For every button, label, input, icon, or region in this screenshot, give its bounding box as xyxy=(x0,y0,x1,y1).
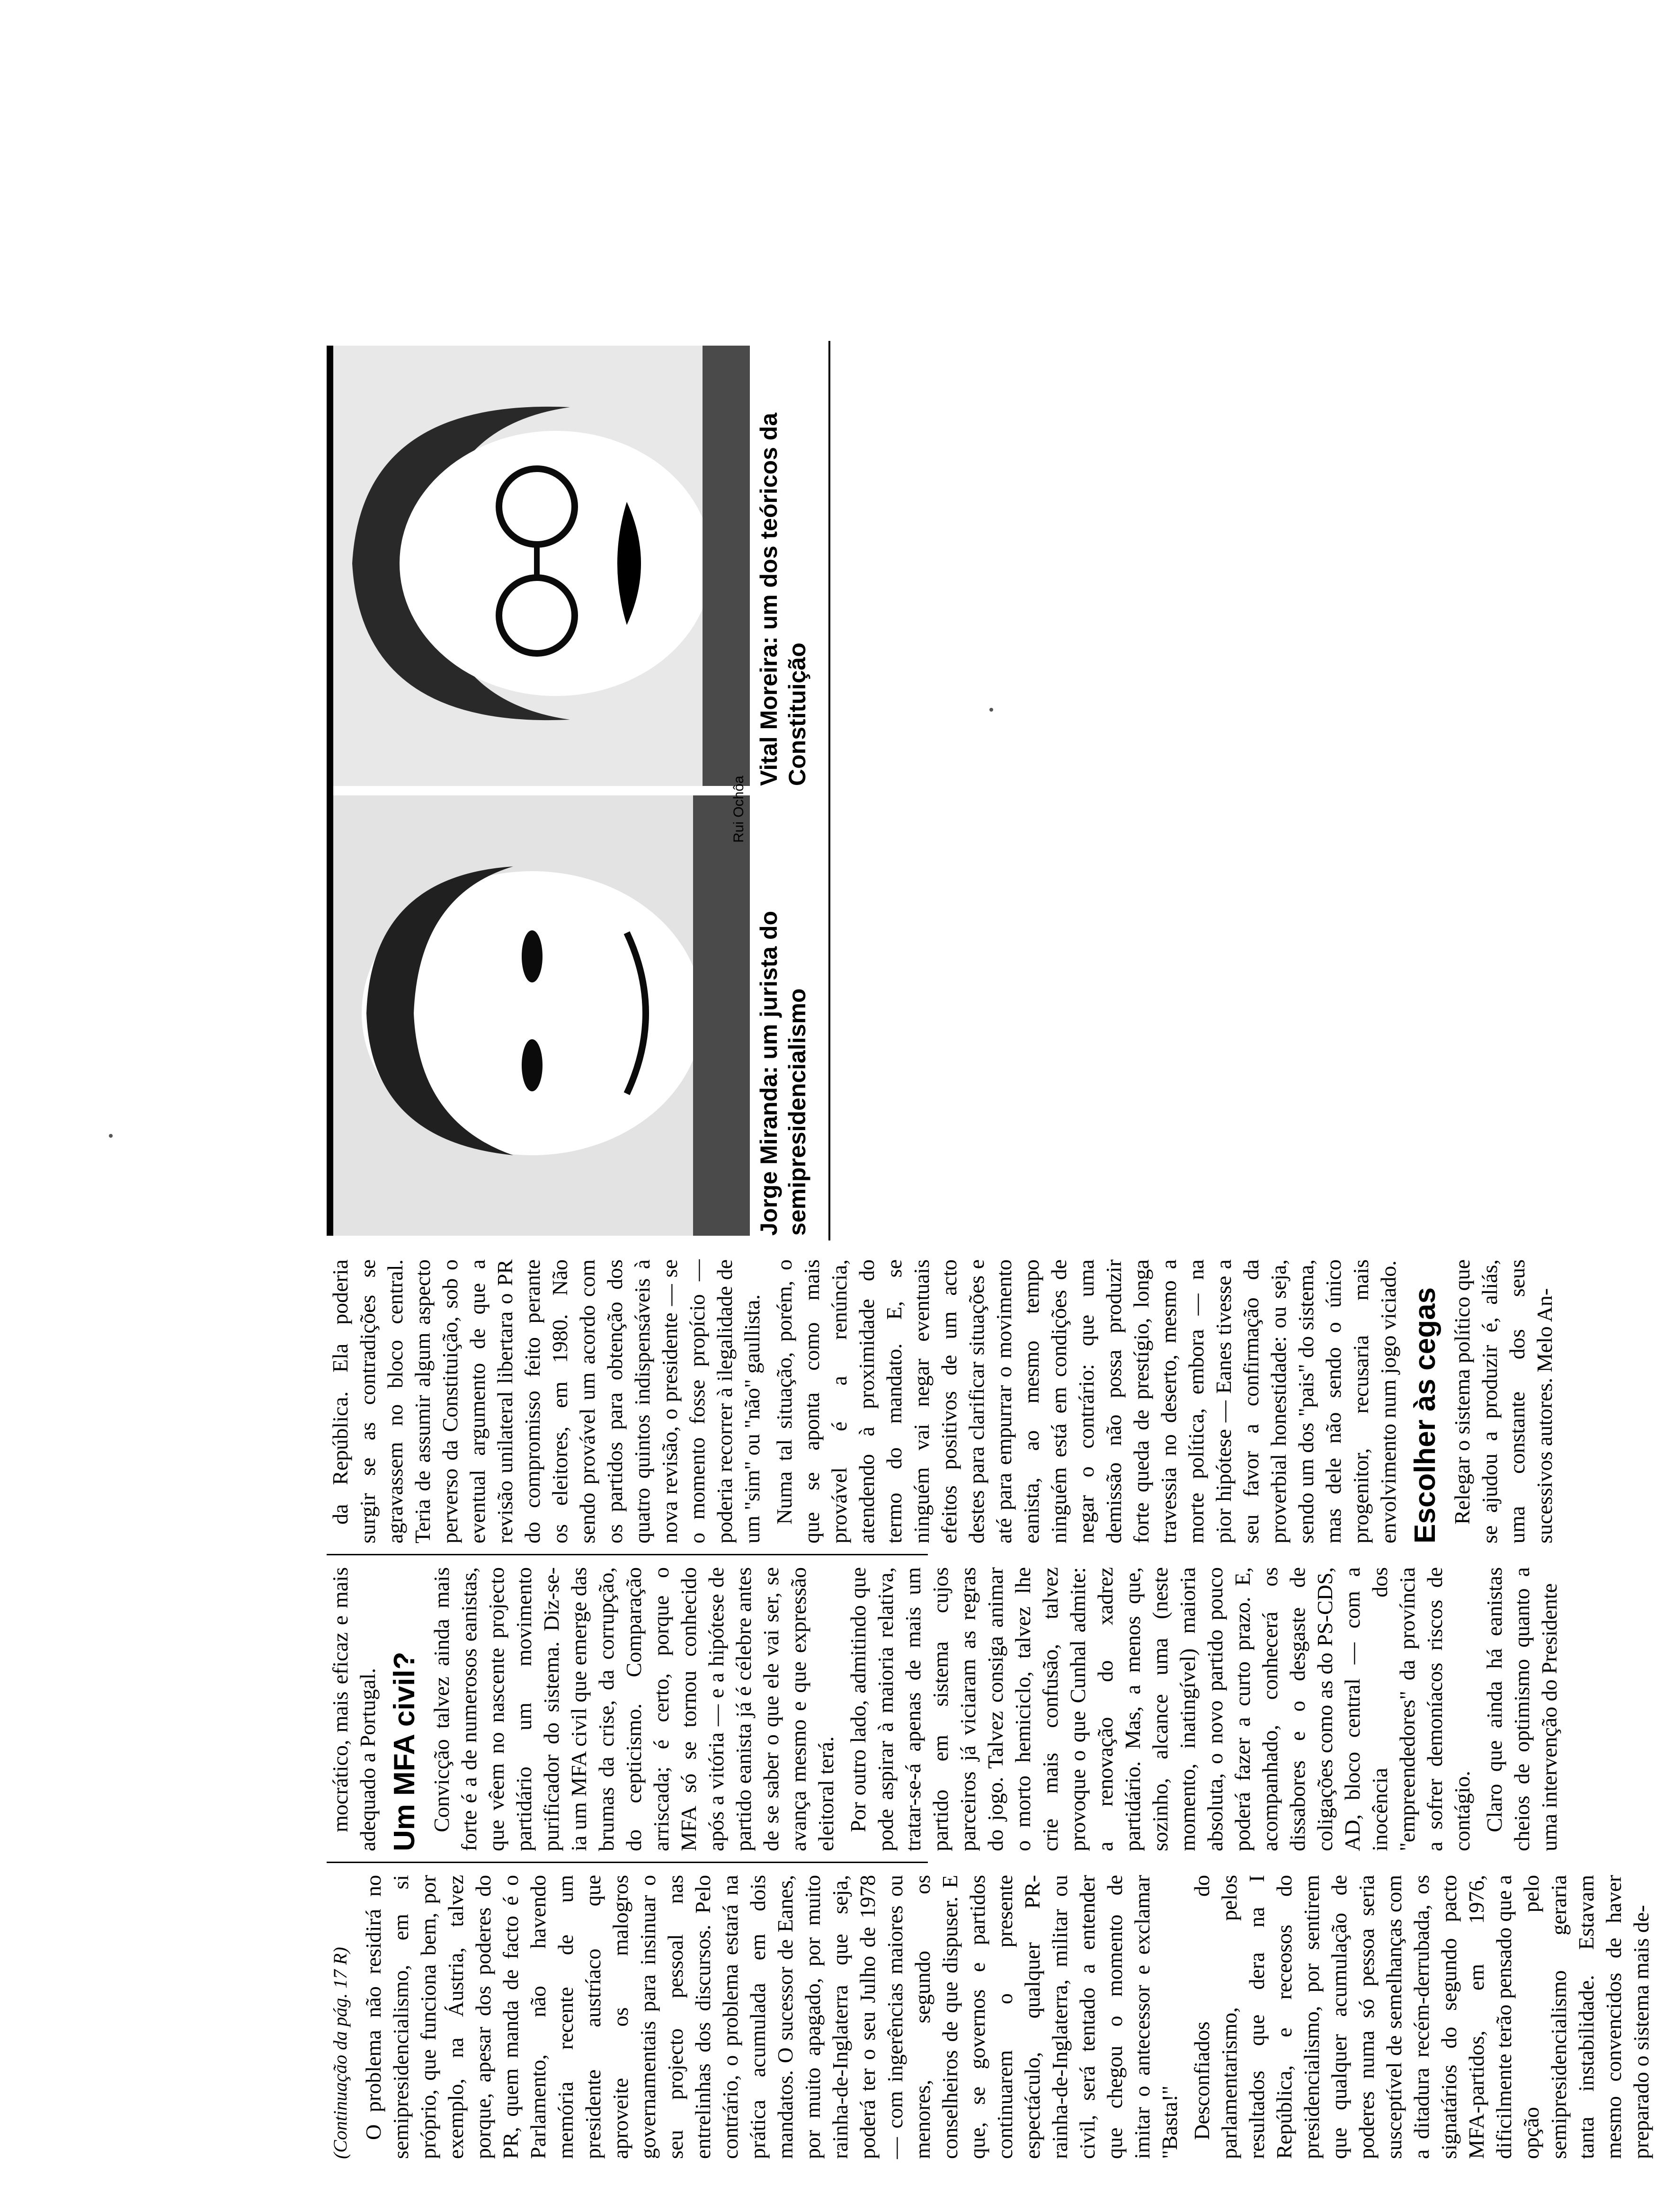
paragraph: mocrático, mais eficaz e mais adequado a Portugal. xyxy=(328,1567,380,1851)
photo-vital-moreira xyxy=(333,346,750,786)
photo-jorge-miranda xyxy=(333,795,750,1236)
column-1 xyxy=(327,1875,1653,2159)
paragraph: Numa tal situação, porém, o que se aponta como mais provável é a renúncia, atendendo à proximidade do termo do mandato. E, se ninguém vai negar eventuais efeitos positivos de um acto destes para clarificar situações e até para empurrar o movimento eanista, ao mesmo tempo ninguém está em condições de negar o contrário: que uma demissão não possa produzir forte queda de prestígio, longa travessia no deserto, mesmo a morte política, embora — na pior hipótese — Eanes tivesse a seu favor a confirmação da proverbial honestidade: ou seja, sendo um dos "pais" do sistema, mas dele não sendo o único progenitor, recusaria mais envolvimento num jogo viciado. xyxy=(772,1259,1400,1543)
article xyxy=(308,327,1653,2173)
photo-caption-left: Jorge Miranda: um jurista do semipresidencialismo xyxy=(756,910,810,1236)
column-rule xyxy=(327,1862,928,1863)
paragraph: Relegar o sistema político que se ajudou a produzir é, aliás, uma constante dos seus sucessivos autores. Melo An- xyxy=(1450,1259,1557,1543)
column-rule xyxy=(327,1554,928,1555)
portrait-photo xyxy=(333,346,750,786)
portrait-photo xyxy=(333,795,750,1236)
divider xyxy=(828,341,830,1240)
newspaper-clipping xyxy=(308,327,1653,2173)
paragraph: Convicção talvez ainda mais forte é a de numerosos eanistas, que vêem no nascente projecto partidário um movimento purificador do sistema. Diz-se-ia um MFA civil que emerge das brumas da crise, da corrupção, do cepticismo. Comparação arriscada; é certo, porque o MFA só se tornou conhecido após a vitória — e a hipótese de partido eanista já é célebre antes de se saber o que ele vai ser, se avança mesmo e que expressão eleitoral terá. xyxy=(429,1567,838,1851)
paragraph: da República. Ela poderia surgir se as contradições se agravassem no bloco central. Teria de assumir algum aspecto perverso da Constituição, sob o eventual argumento de que a revisão unilateral libertara o PR do compromisso feito perante os eleitores, em 1980. Não sendo provável um acordo com os partidos para obtenção dos quatro quintos indispensáveis à nova revisão, o presidente — se o momento fosse propício — poderia recorrer à ilegalidade de um "sim" ou "não" gaullista. xyxy=(328,1259,764,1543)
photo-caption-right: Vital Moreira: um dos teóricos da Constituição xyxy=(756,412,810,786)
column-2 xyxy=(327,1567,1561,1851)
subheading: Escolher às cegas xyxy=(1409,1287,1441,1543)
continuation-note: (Continuação da pág. 17 R) xyxy=(329,1947,351,2159)
column-3 xyxy=(327,1259,1557,1543)
paragraph: Por outro lado, admitindo que pode aspirar à maioria relativa, tratar-se-á apenas de mais um partido em sistema cujos parceiros já viciaram as regras do jogo. Talvez consiga animar o morto hemiciclo, talvez lhe crie mais confusão, talvez provoque o que Cunhal admite: a renovação do xadrez partidário. Mas, a menos que, sozinho, alcance uma (neste momento, inatingível) maioria absoluta, o novo partido pouco poderá fazer a curto prazo. E, acompanhado, conhecerá os dissabores e o desgaste de coligações como as do PS-CDS, AD, bloco central — com a inocência dos "empreendedores" da província a sofrer demoníacos riscos de contágio. xyxy=(846,1567,1474,1851)
paragraph: O problema não residirá no semipresidencialismo, em si próprio, que funciona bem, por exemplo, na Áustria, talvez porque, apesar dos poderes do PR, quem manda de facto é o Parlamento, não havendo memória recente de um presidente austríaco que aproveite os malogros governamentais para insinuar o seu projecto pessoal nas entrelinhas dos discursos. Pelo contrário, o problema estará na prática acumulada em dois mandatos. O sucessor de Eanes, por muito apagado, por muito rainha-de-Inglaterra que seja, poderá ter o seu Julho de 1978 — com ingerências maiores ou menores, segundo os conselheiros de que dispuser. E que, se governos e partidos continuarem o presente espectáculo, qualquer PR-rainha-de-Inglaterra, militar ou civil, será tentado a entender que chegou o momento de imitar o antecessor e exclamar "Basta!" xyxy=(361,1875,1182,2159)
scan-speck xyxy=(109,1134,113,1138)
scan-speck xyxy=(989,708,993,712)
paragraph: Claro que ainda há eanistas cheios de optimismo quanto a uma intervenção do Presidente xyxy=(1482,1567,1561,1851)
subheading: Um MFA civil? xyxy=(388,1651,421,1851)
photo-credit: Rui Ochôa xyxy=(731,776,747,843)
photo-block xyxy=(327,346,830,1236)
paragraph: Desconfiados do parlamentarismo, pelos resultados que dera na I República, e receosos do presidencialismo, por sentirem que qualquer acumulação de poderes numa só pessoa seria susceptível de semelhanças com a ditadura recém-derrubada, os signatários do segundo pacto MFA-partidos, em 1976, dificilmente terão pensado que a opção pelo semipresidencialismo geraria tanta instabilidade. Estavam mesmo convencidos de haver preparado o sistema mais de- xyxy=(1190,1875,1653,2159)
